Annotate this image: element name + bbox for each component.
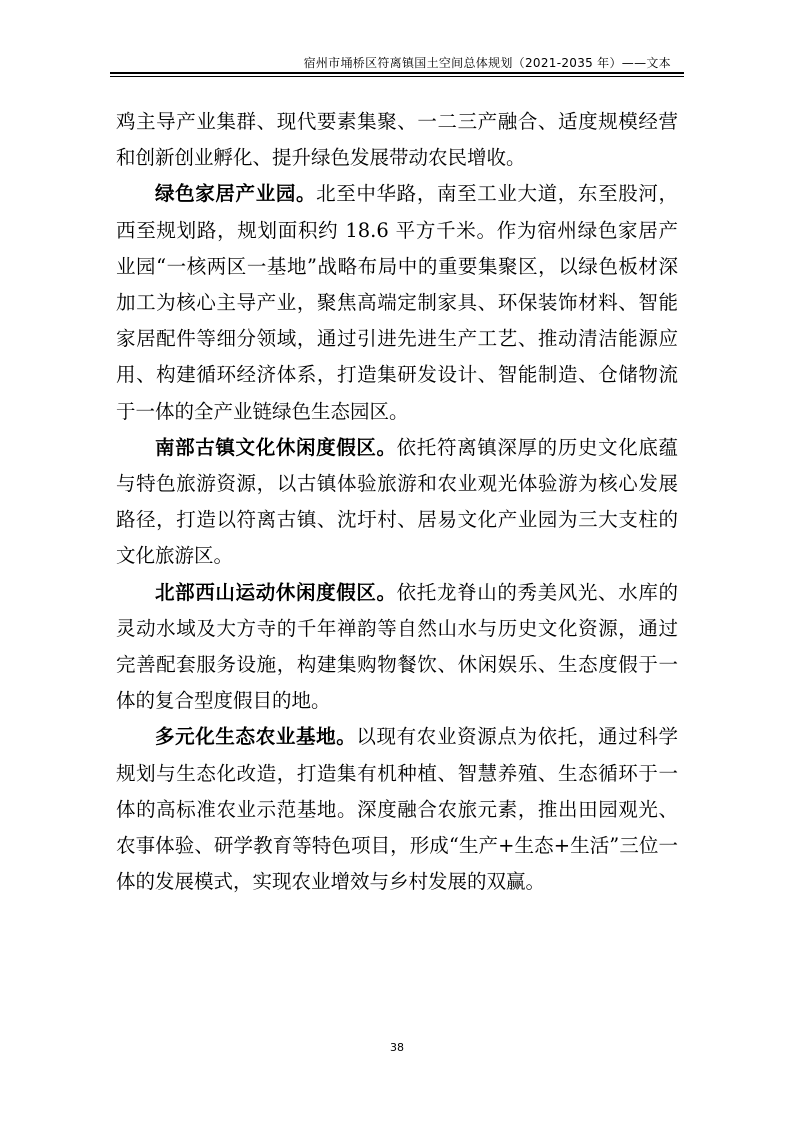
paragraph-text: 以现有农业资源点为依托，通过科学规划与生态化改造，打造集有机种植、智慧养殖、生态循环于一体的高标准农业示范基地。深度融合农旅元素，推出田园观光、农事体验、研学教育等特色项目，形成“生产+生态+生活”三位一体的发展模式，实现农业增效与乡村发展的双赢。 xyxy=(116,725,678,894)
paragraph-heading: 南部古镇文化休闲度假区。 xyxy=(155,435,397,459)
paragraph-text: 依托龙脊山的秀美风光、水库的灵动水域及大方寺的千年禅韵等自然山水与历史文化资源，通过完善配套服务设施，构建集购物餐饮、休闲娱乐、生态度假于一体的复合型度假目的地。 xyxy=(116,580,678,713)
paragraph-green-home-park xyxy=(116,176,678,429)
paragraph-text: 依托符离镇深厚的历史文化底蕴与特色旅游资源，以古镇体验旅游和农业观光体验游为核心发展路径，打造以符离古镇、沈圩村、居易文化产业园为三大支柱的文化旅游区。 xyxy=(116,435,678,568)
paragraph-heading: 多元化生态农业基地。 xyxy=(155,725,357,749)
header-title: 宿州市埇桥区符离镇国土空间总体规划（2021-2035 年）——文本 xyxy=(303,56,671,70)
paragraph-eco-agriculture-base xyxy=(116,719,678,900)
paragraph-heading: 北部西山运动休闲度假区。 xyxy=(155,580,397,604)
paragraph-continuation xyxy=(116,104,678,176)
paragraph-text: 鸡主导产业集群、现代要素集聚、一二三产融合、适度规模经营和创新创业孵化、提升绿色发展带动农民增收。 xyxy=(116,110,678,170)
paragraph-south-ancient-town xyxy=(116,430,678,575)
paragraph-text: 北至中华路，南至工业大道，东至股河，西至规划路，规划面积约 18.6 平方千米。作为宿州绿色家居产业园“一核两区一基地”战略布局中的重要集聚区，以绿色板材深加工为核心主导产业，聚焦高端定制家具、环保装饰材料、智能家居配件等细分领域，通过引进先进生产工艺、推动清洁能源应用、构建循环经济体系，打造集研发设计、智能制造、仓储物流于一体的全产业链绿色生态园区。 xyxy=(116,182,678,423)
page-number: 38 xyxy=(390,1041,404,1054)
body-text xyxy=(116,104,678,900)
header-rule-thick xyxy=(110,72,684,74)
paragraph-north-xishan-resort xyxy=(116,575,678,720)
header-rule-thin xyxy=(110,76,684,77)
paragraph-heading: 绿色家居产业园。 xyxy=(155,182,317,206)
